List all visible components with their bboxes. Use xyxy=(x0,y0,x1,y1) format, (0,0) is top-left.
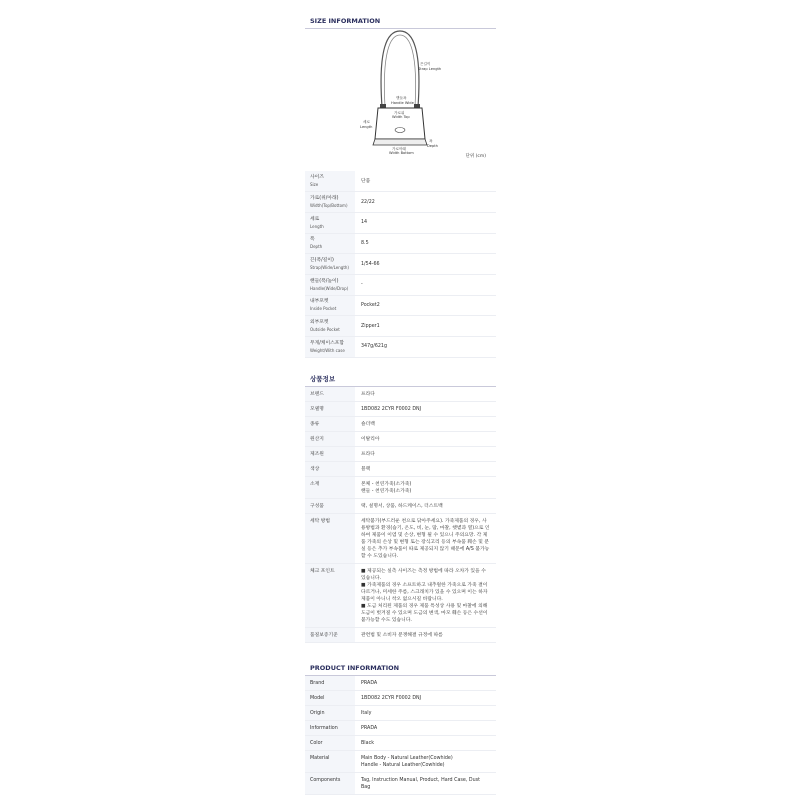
row-value: Zipper1 xyxy=(355,316,496,337)
row-value: 블랙 xyxy=(355,462,496,477)
row-label: 제조원 xyxy=(305,447,355,462)
label-ko: 가로(위/아래) xyxy=(310,196,339,202)
row-value: PRADA xyxy=(355,676,496,691)
svg-text:Width Top: Width Top xyxy=(392,115,410,119)
label-ko: 사이즈 xyxy=(310,175,324,181)
row-label xyxy=(305,316,355,337)
table-row xyxy=(305,564,496,628)
row-value: Italy xyxy=(355,706,496,721)
table-row xyxy=(305,721,496,736)
row-label: 구성품 xyxy=(305,499,355,514)
svg-text:Depth: Depth xyxy=(427,144,438,148)
section-title: SIZE INFORMATION xyxy=(310,17,381,25)
row-label xyxy=(305,233,355,254)
section-title: 상품정보 xyxy=(310,375,336,383)
bag-illustration xyxy=(305,29,496,157)
label-en: Strap(Wide/Length) xyxy=(310,265,349,271)
row-label xyxy=(305,274,355,295)
section-title: PRODUCT INFORMATION xyxy=(310,664,400,672)
table-row xyxy=(305,499,496,514)
row-label xyxy=(305,212,355,233)
row-label: 품질보증기준 xyxy=(305,628,355,643)
table-row xyxy=(305,691,496,706)
row-label: Origin xyxy=(305,706,355,721)
row-value: 1BD082 2CYR F0002 DNJ xyxy=(355,691,496,706)
row-value: 8.5 xyxy=(355,233,496,254)
row-label: 체크 포인트 xyxy=(305,564,355,628)
label-en: Size xyxy=(310,182,319,188)
label-ko: 무게/케이스포함 xyxy=(310,340,345,346)
row-label xyxy=(305,337,355,358)
label-en: Handle(Wide/Drop) xyxy=(310,285,349,291)
row-label: 원산지 xyxy=(305,432,355,447)
row-value: 관련법 및 소비자 분쟁해결 규정에 따름 xyxy=(355,628,496,643)
unit-label: 단위 (cm) xyxy=(465,154,486,159)
label-en: Weight/With case xyxy=(310,347,345,353)
table-row xyxy=(305,171,496,192)
table-row xyxy=(305,233,496,254)
row-value: 숄더백 xyxy=(355,417,496,432)
svg-text:가로아래: 가로아래 xyxy=(392,147,406,151)
table-row xyxy=(305,295,496,316)
row-value: - xyxy=(355,274,496,295)
row-label: 브랜드 xyxy=(305,387,355,402)
row-value: Main Body - Natural Leather(Cowhide) Handle - Natural Leather(Cowhide) xyxy=(355,751,496,773)
row-value: 단품 xyxy=(355,171,496,192)
label-en: Width(Top/Bottom) xyxy=(310,203,348,209)
table-row xyxy=(305,477,496,499)
table-row xyxy=(305,628,496,643)
label-ko: 외부포켓 xyxy=(310,320,329,326)
label-ko: 끈(폭/길이) xyxy=(310,258,334,264)
svg-text:Handle Wide: Handle Wide xyxy=(391,101,414,105)
row-value: PRADA xyxy=(355,721,496,736)
table-row xyxy=(305,192,496,213)
label-en: Length xyxy=(310,223,324,229)
table-row xyxy=(305,254,496,275)
row-value: 이탈리아 xyxy=(355,432,496,447)
row-value: Pocket2 xyxy=(355,295,496,316)
svg-text:폭: 폭 xyxy=(429,139,433,143)
row-value: 프라다 xyxy=(355,387,496,402)
label-en: Depth xyxy=(310,244,323,250)
row-label: Information xyxy=(305,721,355,736)
table-row xyxy=(305,402,496,417)
row-label: Model xyxy=(305,691,355,706)
row-value: Tag, Instruction Manual, Product, Hard Case, Dust Bag xyxy=(355,773,496,795)
row-label: 소재 xyxy=(305,477,355,499)
label-en: Inside Pocket xyxy=(310,306,337,312)
row-label: 모델명 xyxy=(305,402,355,417)
table-row xyxy=(305,773,496,795)
table-row xyxy=(305,514,496,564)
table-row xyxy=(305,337,496,358)
row-value: 본체 - 천연가죽(소가죽) 핸들 - 천연가죽(소가죽) xyxy=(355,477,496,499)
table-row xyxy=(305,212,496,233)
row-label: Brand xyxy=(305,676,355,691)
table-row xyxy=(305,432,496,447)
row-value: 1BD082 2CYR F0002 DNJ xyxy=(355,402,496,417)
label-en: Outside Pocket xyxy=(310,327,340,333)
row-label xyxy=(305,192,355,213)
row-label: 세탁 방법 xyxy=(305,514,355,564)
table-row xyxy=(305,751,496,773)
label-ko: 폭 xyxy=(310,237,315,243)
row-value: 347g/621g xyxy=(355,337,496,358)
row-label: Components xyxy=(305,773,355,795)
row-label: Material xyxy=(305,751,355,773)
row-label xyxy=(305,254,355,275)
table-row xyxy=(305,417,496,432)
size-table xyxy=(305,171,496,358)
table-row xyxy=(305,447,496,462)
table-row xyxy=(305,706,496,721)
product-info-en-section xyxy=(305,664,496,795)
svg-text:가로위: 가로위 xyxy=(394,111,405,115)
table-row xyxy=(305,736,496,751)
svg-text:끈길이: 끈길이 xyxy=(420,62,431,66)
row-label xyxy=(305,171,355,192)
row-label: 색상 xyxy=(305,462,355,477)
bag-diagram xyxy=(305,29,496,157)
product-info-ko-section xyxy=(305,375,496,643)
table-row xyxy=(305,387,496,402)
row-value: 프라다 xyxy=(355,447,496,462)
row-value: Black xyxy=(355,736,496,751)
row-value: 1/54-66 xyxy=(355,254,496,275)
table-row xyxy=(305,274,496,295)
row-value: ■ 제공되는 실측 사이즈는 측정 방법에 따라 오차가 있을 수 있습니다. ■ 가죽제품의 경우 소프트하고 내추럴한 가죽으로 가죽 결이 다르거나, 미세한 주름, 스크래치가 있을 수 있으며 이는 하자제품이 아니니 착오 없으시길 바랍니다. ■ 도금 처리된 제품의 경우 제품 특성상 사용 및 마찰에 의해 도금이 벗겨질 수 있으며 도금의 변색, 마모 훼손 등은 수선이 불가능할 수도 있습니다. xyxy=(355,564,496,628)
svg-text:Width Bottom: Width Bottom xyxy=(389,151,414,155)
table-row xyxy=(305,316,496,337)
svg-text:Length: Length xyxy=(360,125,373,129)
label-ko: 내부포켓 xyxy=(310,299,329,305)
row-label: 종류 xyxy=(305,417,355,432)
row-value: 22/22 xyxy=(355,192,496,213)
svg-text:세로: 세로 xyxy=(363,120,370,124)
row-value: 택, 설명서, 상품, 하드케이스, 더스트백 xyxy=(355,499,496,514)
table-row xyxy=(305,462,496,477)
row-value: 세탁불가(부드러운 천으로 닦아주세요). 가죽제품의 경우, 사용방법과 환경(습기, 온도, 비, 눈, 땀, 마찰, 햇볕과 열)으로 인하여 제품이 이염 및 손상, 변형 될 수 있으니 주의요망. 각 제품 가죽의 손상 및 변형 또는 장식고리 등의 부속품 훼손 및 분실 등은 추가 부속품이 따로 제공되지 않기 때문에 A/S 불가능할 수 도있습니다. xyxy=(355,514,496,564)
row-label: Color xyxy=(305,736,355,751)
svg-text:핸들폭: 핸들폭 xyxy=(396,96,407,100)
size-information-section xyxy=(305,17,496,157)
svg-text:Strap Length: Strap Length xyxy=(418,67,442,71)
label-ko: 세로 xyxy=(310,216,320,222)
row-label xyxy=(305,295,355,316)
row-value: 14 xyxy=(355,212,496,233)
table-row xyxy=(305,676,496,691)
label-ko: 핸들(폭/높이) xyxy=(310,278,339,284)
